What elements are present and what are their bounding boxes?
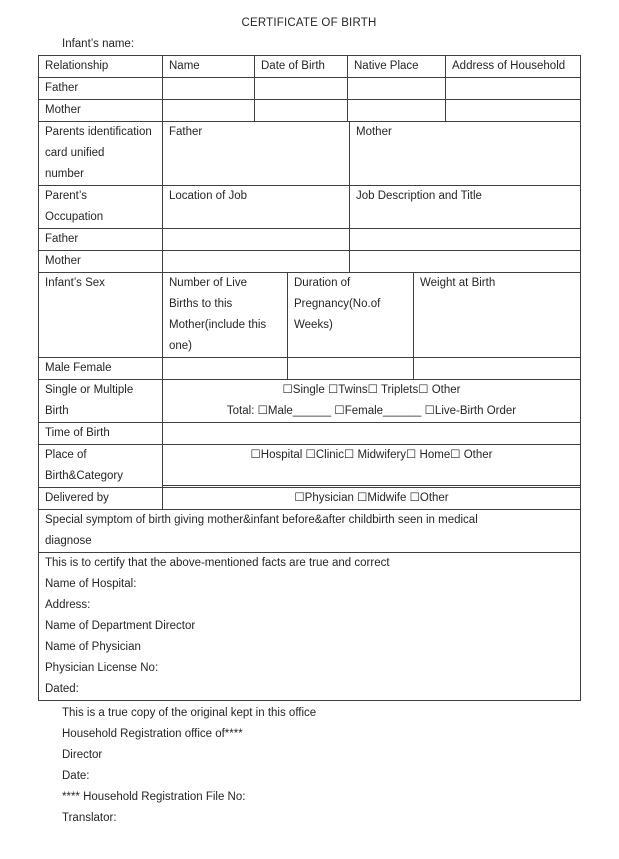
place-of-birth-label-line: Place of: [45, 449, 87, 461]
multiple-birth-label: [39, 380, 163, 423]
father-address-cell: [446, 78, 581, 100]
occupation-father-row: [39, 229, 581, 251]
registration-file-no-label: **** Household Registration File No:: [62, 791, 246, 803]
registration-office-line: Household Registration office of****: [62, 728, 243, 740]
male-female-label: Male Female: [39, 358, 163, 380]
occupation-father-location-cell: [163, 229, 350, 251]
physician-name-label: Name of Physician: [45, 641, 141, 653]
father-name-cell: [163, 78, 255, 100]
parents-id-row: [39, 122, 581, 186]
delivered-by-row: [39, 488, 581, 510]
birth-weight-value-cell: [414, 358, 581, 380]
header-address: Address of Household: [446, 56, 581, 78]
birth-weight-label: Weight at Birth: [414, 273, 581, 358]
hospital-address-label: Address:: [45, 599, 91, 611]
pregnancy-duration-value-cell: [288, 358, 414, 380]
time-of-birth-label: Time of Birth: [39, 423, 163, 445]
multiple-birth-total-line: Total: ☐Male______ ☐Female______ ☐Live-Birth Order: [226, 405, 517, 417]
special-symptom-cell: [39, 510, 581, 553]
special-symptom-line: Special symptom of birth giving mother&infant before&after childbirth seen in medical: [45, 514, 478, 526]
hospital-name-label: Name of Hospital:: [45, 578, 137, 590]
occupation-label-line: Parent’s: [45, 190, 87, 202]
occupation-label-line: Occupation: [45, 211, 104, 223]
occupation-mother-description-cell: [350, 251, 581, 273]
table-birth-details: [38, 379, 581, 510]
father-row: [39, 78, 581, 100]
live-births-label-line: Mother(include this: [169, 319, 267, 331]
mother-row: [39, 100, 581, 122]
true-copy-statement: This is a true copy of the original kept in this office: [62, 707, 317, 719]
pregnancy-duration-label: [288, 273, 414, 358]
header-name: Name: [163, 56, 255, 78]
mother-row-label: Mother: [39, 100, 163, 122]
mother-native-place-cell: [348, 100, 446, 122]
director-label: Director: [62, 749, 103, 761]
header-date-of-birth: Date of Birth: [255, 56, 348, 78]
multiple-birth-options-cell: [163, 380, 581, 423]
special-symptom-row: [39, 510, 581, 553]
physician-license-label: Physician License No:: [45, 662, 159, 674]
pregnancy-duration-label-line: Pregnancy(No.of: [294, 298, 381, 310]
parents-id-label: [39, 122, 163, 186]
mother-address-cell: [446, 100, 581, 122]
occupation-description-header: Job Description and Title: [350, 186, 581, 229]
occupation-father-description-cell: [350, 229, 581, 251]
delivered-by-options-cell: ☐Physician ☐Midwife ☐Other: [163, 488, 581, 510]
translator-label: Translator:: [62, 812, 117, 824]
parents-id-mother-cell: Mother: [350, 122, 581, 186]
dated-label: Dated:: [45, 683, 79, 695]
infant-sex-label: Infant’s Sex: [39, 273, 163, 358]
father-native-place-cell: [348, 78, 446, 100]
department-director-label: Name of Department Director: [45, 620, 196, 632]
pregnancy-duration-label-line: Duration of: [294, 277, 351, 289]
multiple-birth-label-line: Birth: [45, 405, 69, 417]
infant-sex-header-row: [39, 273, 581, 358]
header-relationship: Relationship: [39, 56, 163, 78]
place-of-birth-row: [39, 445, 581, 486]
occupation-mother-location-cell: [163, 251, 350, 273]
live-births-label-line: one): [169, 340, 193, 352]
header-row: [39, 56, 581, 78]
mother-dob-cell: [255, 100, 348, 122]
table-parents-basic: [38, 55, 581, 122]
multiple-birth-label-line: Single or Multiple: [45, 384, 134, 396]
occupation-location-header: Location of Job: [163, 186, 350, 229]
place-of-birth-label-line: Birth&Category: [45, 470, 123, 482]
live-births-value-cell: [163, 358, 288, 380]
pregnancy-duration-label-line: Weeks): [294, 319, 333, 331]
certify-statement: This is to certify that the above-mentioned facts are true and correct: [45, 557, 390, 569]
place-of-birth-options-cell: ☐Hospital ☐Clinic☐ Midwifery☐ Home☐ Other: [163, 445, 581, 486]
multiple-birth-row: [39, 380, 581, 423]
certification-row: [39, 553, 581, 701]
live-births-label-line: Number of Live: [169, 277, 247, 289]
mother-name-cell: [163, 100, 255, 122]
place-of-birth-label: [39, 445, 163, 488]
occupation-mother-label: Mother: [39, 251, 163, 273]
table-id-occupation: [38, 121, 581, 273]
live-births-label: [163, 273, 288, 358]
page-title: CERTIFICATE OF BIRTH: [241, 17, 377, 29]
parents-id-label-line: card unified: [45, 147, 105, 159]
occupation-father-label: Father: [39, 229, 163, 251]
multiple-birth-options-line: ☐Single ☐Twins☐ Triplets☐ Other: [282, 384, 461, 396]
delivered-by-label: Delivered by: [39, 488, 163, 510]
live-births-label-line: Births to this: [169, 298, 233, 310]
father-dob-cell: [255, 78, 348, 100]
date-label: Date:: [62, 770, 90, 782]
male-female-row: [39, 358, 581, 380]
certification-cell: [39, 553, 581, 701]
occupation-label: [39, 186, 163, 229]
time-of-birth-row: [39, 423, 581, 445]
occupation-mother-row: [39, 251, 581, 273]
time-of-birth-value-cell: [163, 423, 581, 445]
parents-id-label-line: number: [45, 168, 84, 180]
registration-footer: [62, 703, 619, 829]
header-native-place: Native Place: [348, 56, 446, 78]
birth-certificate-document: [0, 13, 619, 859]
infant-name-label: Infant’s name:: [62, 38, 135, 50]
parents-id-father-cell: Father: [163, 122, 350, 186]
parents-id-label-line: Parents identification: [45, 126, 152, 138]
special-symptom-line: diagnose: [45, 535, 92, 547]
table-certification: [38, 509, 581, 701]
table-infant-sex: [38, 272, 581, 380]
father-row-label: Father: [39, 78, 163, 100]
occupation-header-row: [39, 186, 581, 229]
